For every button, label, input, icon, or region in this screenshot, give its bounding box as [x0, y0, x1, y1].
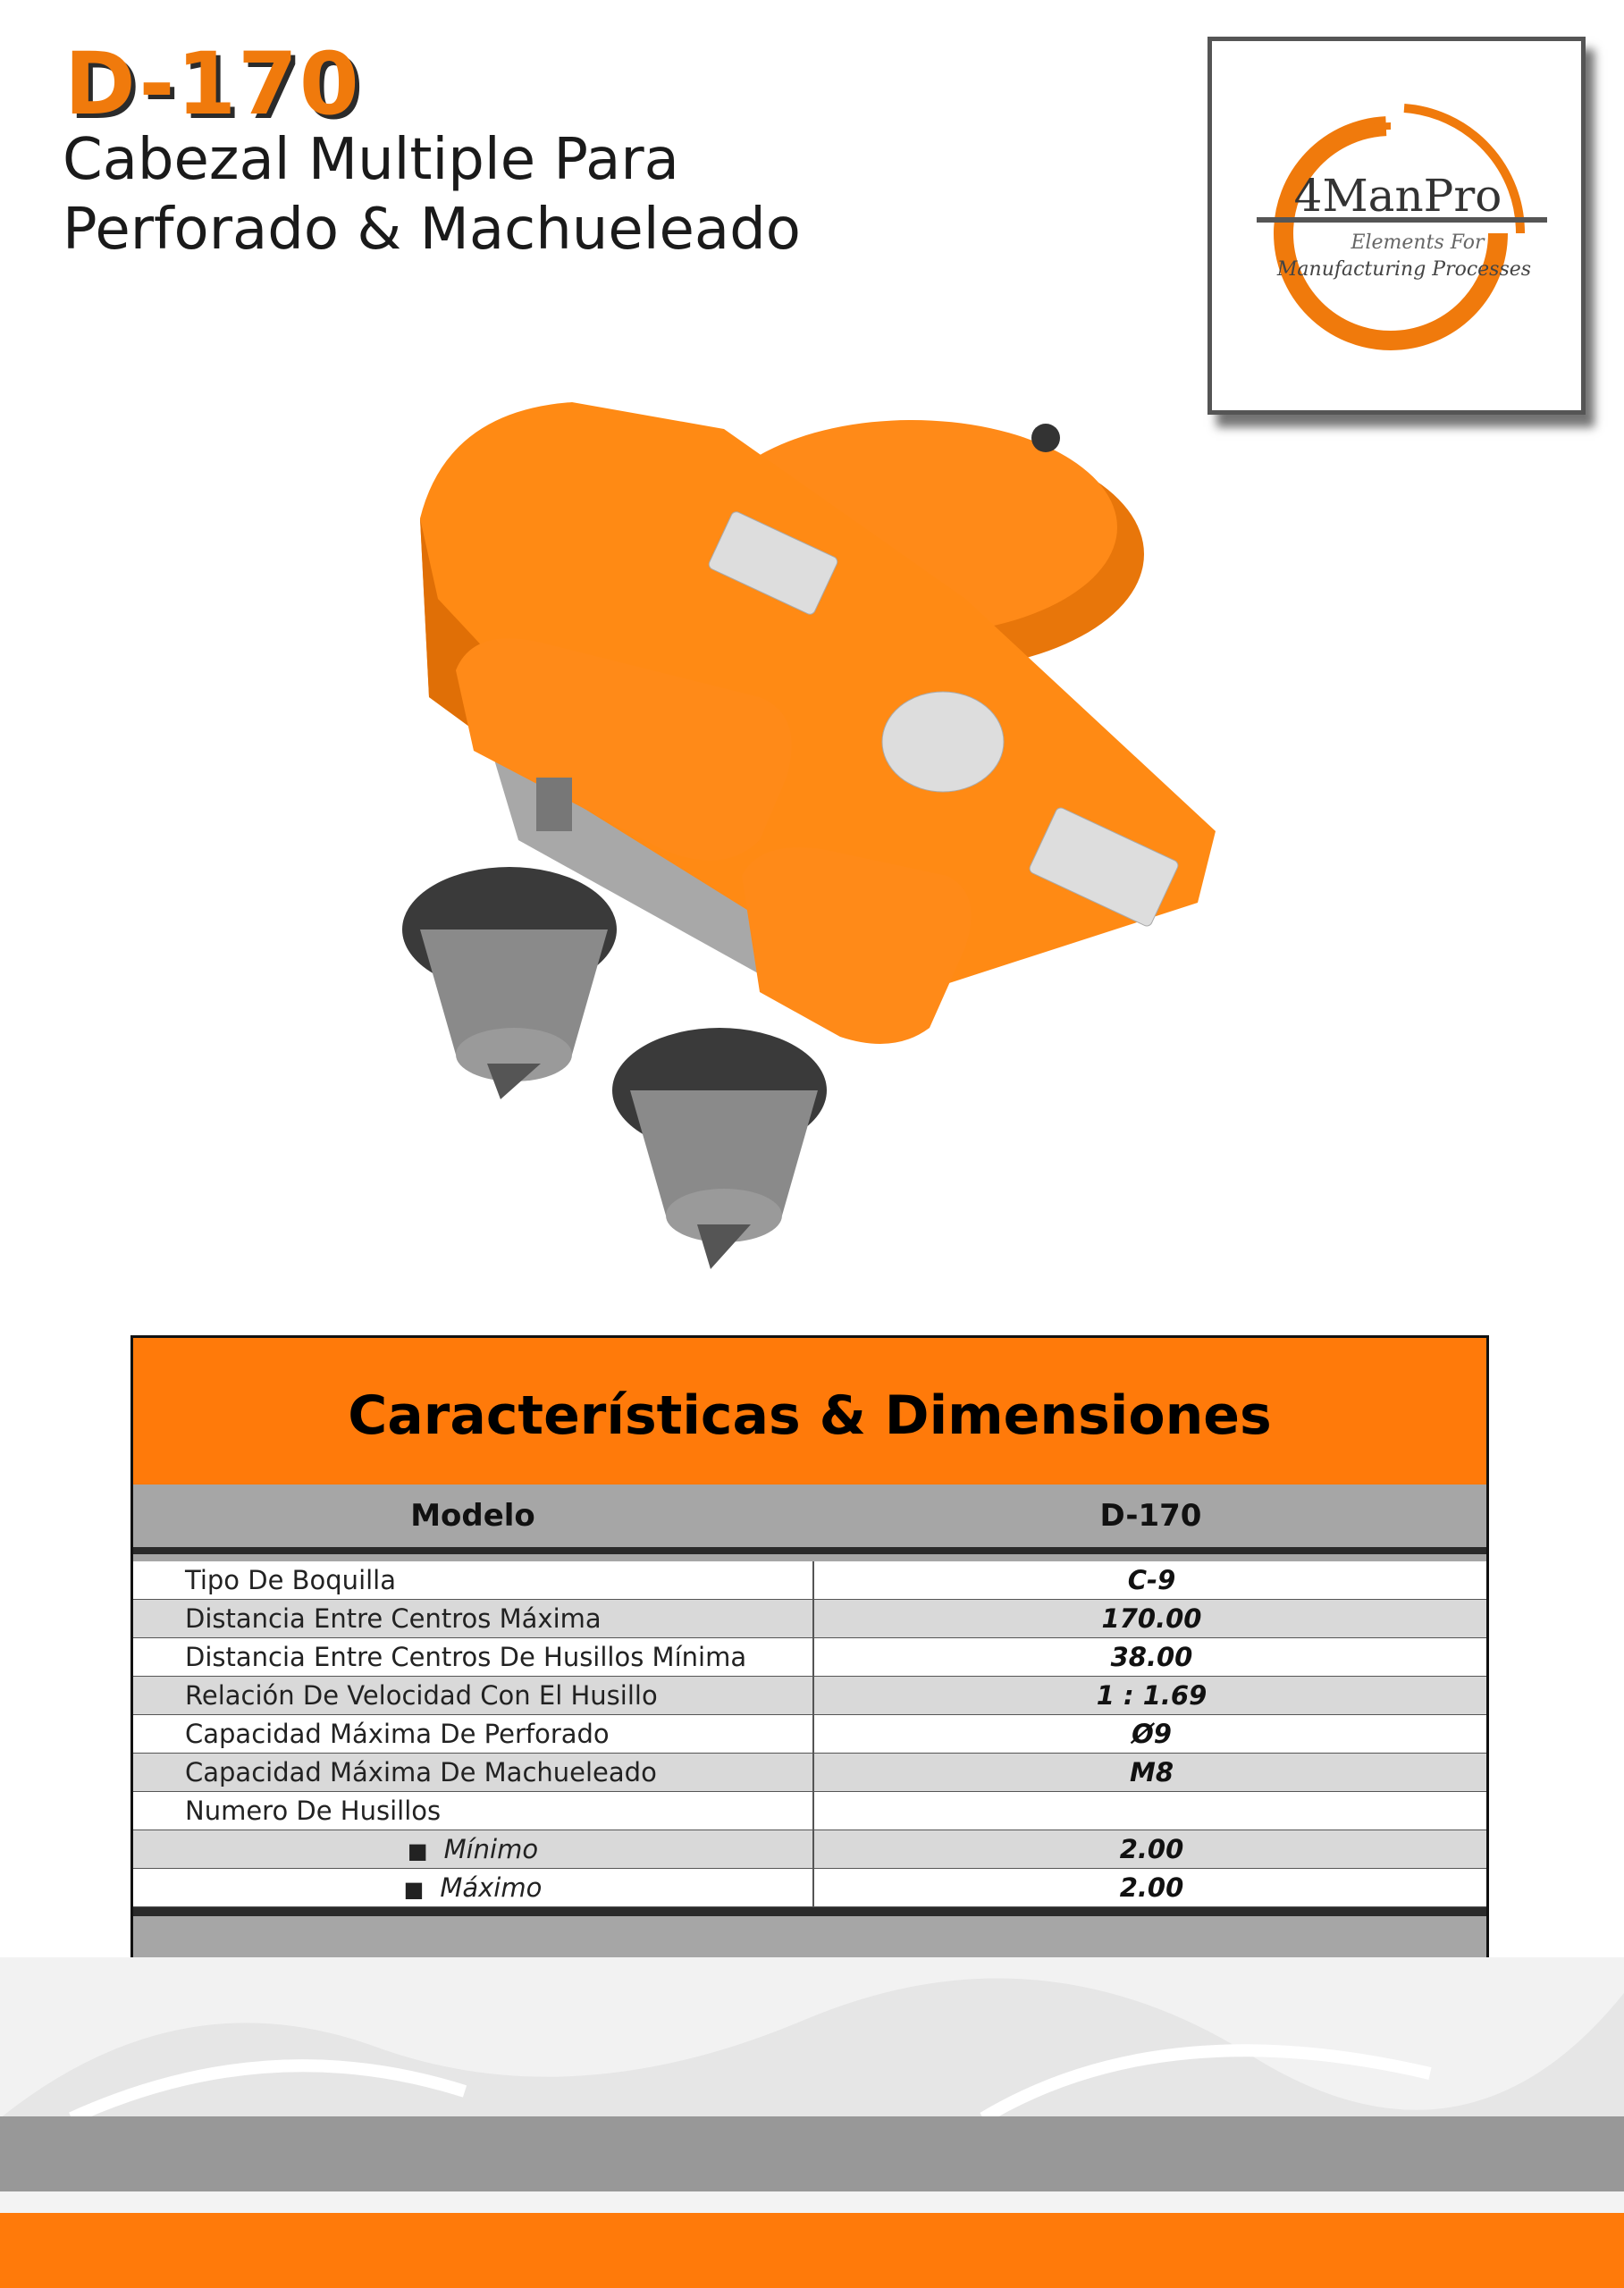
- spec-value: 2.00: [1119, 1834, 1184, 1864]
- table-row: [133, 1638, 1486, 1677]
- product-subtitle: [63, 125, 1046, 265]
- footer-separator: [0, 2191, 1624, 2213]
- spec-label: Distancia Entre Centros Máxima: [185, 1603, 602, 1634]
- table-row: [133, 1677, 1486, 1715]
- spec-value: C-9: [1127, 1565, 1176, 1595]
- logo-brand-text: 4ManPro: [1293, 170, 1502, 222]
- spec-rows: [133, 1561, 1486, 1907]
- spec-sublabel-text: Mínimo: [443, 1834, 539, 1864]
- model-row: [133, 1485, 1486, 1554]
- spec-sublabel-text: Máximo: [440, 1872, 543, 1903]
- spec-value: 2.00: [1119, 1872, 1184, 1903]
- table-row: [133, 1792, 1486, 1830]
- model-label: Modelo: [410, 1498, 535, 1534]
- brand-logo: [1207, 37, 1586, 415]
- logo-mark-icon: [1212, 41, 1581, 410]
- footer-gray-band: [0, 2116, 1624, 2191]
- spec-label: Capacidad Máxima De Perforado: [185, 1719, 610, 1749]
- square-bullet-icon: ■: [403, 1877, 425, 1902]
- footer-orange-band: [0, 2213, 1624, 2288]
- model-value: D-170: [1099, 1498, 1202, 1534]
- spec-label: Distancia Entre Centros De Husillos Mínima: [185, 1642, 747, 1672]
- spec-label: Relación De Velocidad Con El Husillo: [185, 1680, 658, 1711]
- spec-label: Tipo De Boquilla: [185, 1565, 397, 1595]
- spec-label: Numero De Husillos: [185, 1796, 442, 1826]
- specifications-table: [130, 1335, 1489, 2043]
- table-row: [133, 1869, 1486, 1907]
- logo-tagline-1: Elements For: [1351, 231, 1485, 254]
- table-divider: [133, 1907, 1486, 1916]
- spec-value: Ø9: [1132, 1719, 1172, 1749]
- logo-tagline-2: Manufacturing Processes: [1276, 258, 1532, 281]
- table-row: [133, 1830, 1486, 1869]
- spec-value: 38.00: [1110, 1642, 1193, 1672]
- subtitle-line-2: Perforado & Machueleado: [63, 197, 801, 263]
- spec-value: 170.00: [1101, 1603, 1202, 1634]
- subtitle-line-1: Cabezal Multiple Para: [63, 127, 679, 193]
- table-title: Características & Dimensiones: [348, 1384, 1272, 1447]
- table-row: [133, 1561, 1486, 1600]
- spec-sublabel: [133, 1830, 812, 1870]
- multi-spindle-head-image: [340, 375, 1251, 1314]
- spec-label: Capacidad Máxima De Machueleado: [185, 1757, 657, 1788]
- spec-value: M8: [1129, 1757, 1174, 1788]
- table-row: [133, 1715, 1486, 1754]
- product-model-title: D-170: [64, 34, 361, 134]
- spec-value: 1 : 1.69: [1096, 1680, 1207, 1711]
- table-header: [133, 1338, 1486, 1485]
- background-swirl-decoration: [0, 1939, 1624, 2118]
- square-bullet-icon: ■: [407, 1838, 428, 1863]
- table-row: [133, 1754, 1486, 1792]
- table-row: [133, 1600, 1486, 1638]
- spec-sublabel: [133, 1869, 812, 1908]
